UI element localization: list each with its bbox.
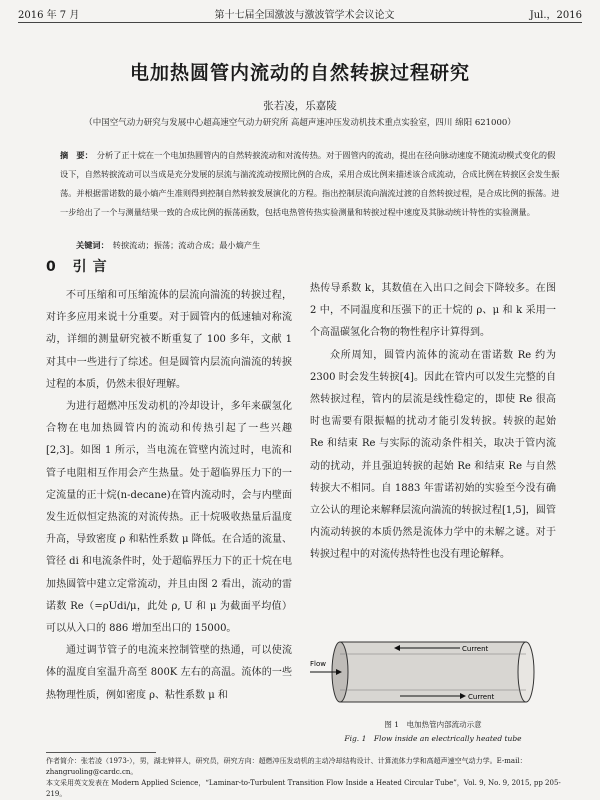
abstract-label: 摘 要： xyxy=(60,150,93,160)
paragraph: 为进行超燃冲压发动机的冷却设计，多年来碳氢化合物在电加热圆管内的流动和传热引起了一些兴趣[2,3]。如图 1 所示，当电流在管壁内流过时，电流和管子电阻相互作用会产生热量。处于超临界压力下的一定流量的正十烷(n-decane)在管内流动时，会与内壁面发生近似恒定热流的对流传热。正十烷吸收热量后温度升高，导致密度 ρ 和粘性系数 μ 降低。在合适的流量、管径 di 和电流条件时，处于超临界压力下的正十烷在电加热圆管中建立定常流动，并且由图 2 看出，流动的雷诺数 Re（=ρUdi/μ，此处 ρ, U 和 μ 为截面平均值）可以从入口的 886 增加至出口的 15000。 xyxy=(46,401,292,635)
affiliation: （中国空气动力研究与发展中心超高速空气动力研究所 高超声速冲压发动机技术重点实验室，四川 绵阳 621000） xyxy=(84,118,516,128)
abstract-text: 分析了正十烷在一个电加热圆管内的自然转捩流动和对流传热。对于圆管内的流动，提出在径向脉动速度不随流动模式变化的假设下，自然转捩流动可以当成是充分发展的层流与湍流流动按照比例的合成，采用合成比例来描述该合成流动，合成比例在转捩区会发生振荡。并根据雷诺数的最小熵产生准则得到控制自然转捩发展演化的方程。指出控制层流向湍流过渡的自然转捩过程，是合成比例的振荡。进一步给出了一个与测量结果一致的合成比例的振荡函数，包括电热管传热实验测量和转捩过程中速度及其脉动统计特性的实验测量。 xyxy=(60,150,560,217)
right-column xyxy=(310,278,556,567)
label-current-bottom: Current xyxy=(468,693,495,701)
paragraph: 众所周知，圆管内流体的流动在雷诺数 Re 约为 2300 时会发生转捩[4]。因此在管内可以发生完整的自然转捩过程，管内的层流是线性稳定的，即使 Re 很高时也需要有限振幅的扰动才能引发转捩。转捩的起始 Re 和结束 Re 与实际的流动条件相关，取决于管内流动的扰动，并且强迫转捩的起始 Re 和结束 Re 与自然转捩大不相同。自 1883 年雷诺初始的实验至今没有确立公认的理论来解释层流向湍流的转捩过程[1,5]，圆管内流动转捩的本质仍然是流体力学中的未解之谜。对于转捩过程中的对流传热特性也没有理论解释。 xyxy=(310,349,556,561)
section-heading xyxy=(46,256,113,276)
label-current-top: Current xyxy=(462,645,489,653)
figure-caption-en: Fig. 1 Flow inside an electrically heated tube xyxy=(344,734,522,743)
tube-body xyxy=(340,642,526,702)
authors: 张若凌，乐嘉陵 xyxy=(263,100,337,112)
footnote-divider xyxy=(46,752,156,753)
figure-caption-cn: 图 1 电加热管内部流动示意 xyxy=(384,720,482,729)
abstract xyxy=(60,146,560,222)
keywords-label: 关键词： xyxy=(76,240,109,250)
keywords-text: 转捩流动；振荡；流动合成；最小熵产生 xyxy=(112,240,261,250)
paper-title: 电加热圆管内流动的自然转捩过程研究 xyxy=(129,62,470,84)
section-number: 0 xyxy=(46,259,62,275)
keywords xyxy=(76,240,560,251)
header-date-en: Jul.，2016 xyxy=(529,9,582,21)
header-date: 2016 年 7 月 xyxy=(18,9,80,21)
label-flow: Flow xyxy=(310,660,326,668)
figure-1 xyxy=(310,612,556,732)
paragraph: 热传导系数 k，其数值在入出口之间会下降较多。在图 2 中，不同温度和压强下的正十烷的 ρ、μ 和 k 采用一个高温碳氢化合物的物性程序计算得到。 xyxy=(310,283,556,339)
footnote-source: 本文采用英文发表在 Modern Applied Science，“Laminar-to-Turbulent Transition Flow Inside a Heated Circular Tube”，Vol. 9, No. 9, 2015, pp 205-219。 xyxy=(46,779,561,798)
section-title: 引言 xyxy=(72,259,113,275)
footnote-author: 作者简介：张若凌（1973-），男，湖北钟祥人，研究员，研究方向：超燃冲压发动机的主动冷却结构设计、计算流体力学和高超声速空气动力学。E-mail：zhangruoling@cardc.cn。 xyxy=(46,757,527,776)
footnote xyxy=(46,756,580,800)
paragraph: 不可压缩和可压缩流体的层流向湍流的转捩过程，对许多应用来说十分重要。对于圆管内的低速轴对称流动，详细的测量研究被不断重复了 100 多年，文献 1 对其中一些进行了综述。但是圆管内层流向湍流的转捩过程的本质，仍然未很好理解。 xyxy=(46,290,292,390)
header-conference: 第十七届全国激波与激波管学术会议论文 xyxy=(214,9,395,21)
page-header xyxy=(18,4,582,23)
left-column xyxy=(46,285,292,707)
paragraph: 通过调节管子的电流来控制管壁的热通，可以使流体的温度自室温升高至 800K 左右的高温。流体的一些热物理性质，例如密度 ρ、粘性系数 μ 和 xyxy=(46,645,292,701)
tube-outlet-end xyxy=(518,642,534,702)
